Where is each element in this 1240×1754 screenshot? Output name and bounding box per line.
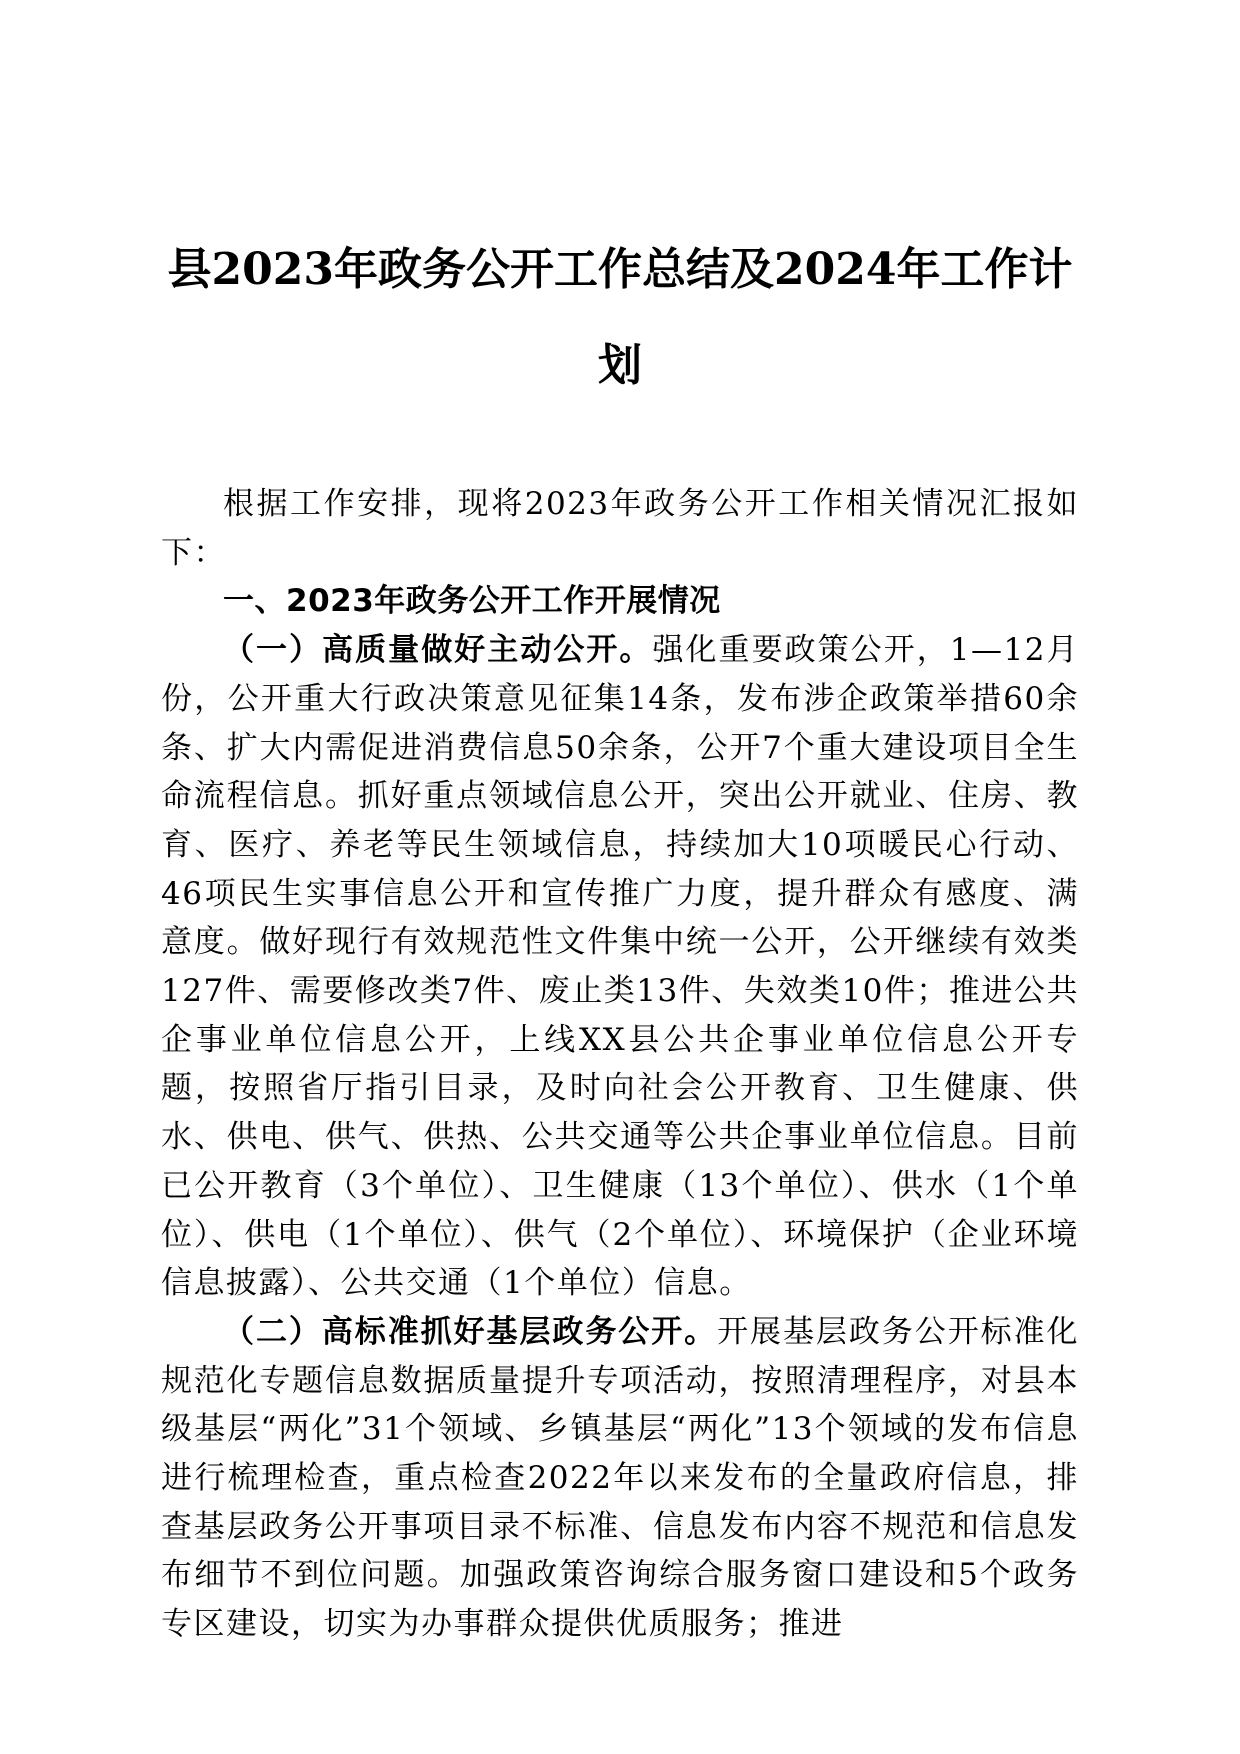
subsection-2-text: 开展基层政务公开标准化规范化专题信息数据质量提升专项活动，按照清理程序，对县本级基层“两化”31个领域、乡镇基层“两化”13个领域的发布信息进行梳理检查，重点检查2022年以来发布的全量政府信息，排查基层政务公开事项目录不标准、信息发布内容不规范和信息发布细节不到位问题。加强政策咨询综合服务窗口建设和5个政务专区建设，切实为办事群众提供优质服务；推进 xyxy=(161,1313,1080,1643)
intro-paragraph: 根据工作安排，现将2023年政务公开工作相关情况汇报如下： xyxy=(161,486,1079,571)
section-heading: 一、2023年政务公开工作开展情况 xyxy=(223,583,721,620)
document-title: 县2023年政务公开工作总结及2024年工作计划 xyxy=(167,244,1073,391)
subsection-1-paragraph xyxy=(161,626,1079,1308)
document-body xyxy=(161,480,1079,1649)
subsection-2-paragraph xyxy=(161,1308,1079,1649)
subsection-1-text: 强化重要政策公开，1—12月份，公开重大行政决策意见征集14条，发布涉企政策举措60余条、扩大内需促进消费信息50余条，公开7个重大建设项目全生命流程信息。抓好重点领域信息公开，突出公开就业、住房、教育、医疗、养老等民生领域信息，持续加大10项暖民心行动、46项民生实事信息公开和宣传推广力度，提升群众有感度、满意度。做好现行有效规范性文件集中统一公开，公开继续有效类127件、需要修改类7件、废止类13件、失效类10件；推进公共企事业单位信息公开，上线XX县公共企事业单位信息公开专题，按照省厅指引目录，及时向社会公开教育、卫生健康、供水、供电、供气、供热、公共交通等公共企事业单位信息。目前已公开教育（3个单位）、卫生健康（13个单位）、供水（1个单位）、供电（1个单位）、供气（2个单位）、环境保护（企业环境信息披露）、公共交通（1个单位）信息。 xyxy=(161,632,1079,1302)
subsection-1-lead: （一）高质量做好主动公开。 xyxy=(223,632,653,669)
subsection-2-lead: （二）高标准抓好基层政务公开。 xyxy=(223,1313,718,1350)
